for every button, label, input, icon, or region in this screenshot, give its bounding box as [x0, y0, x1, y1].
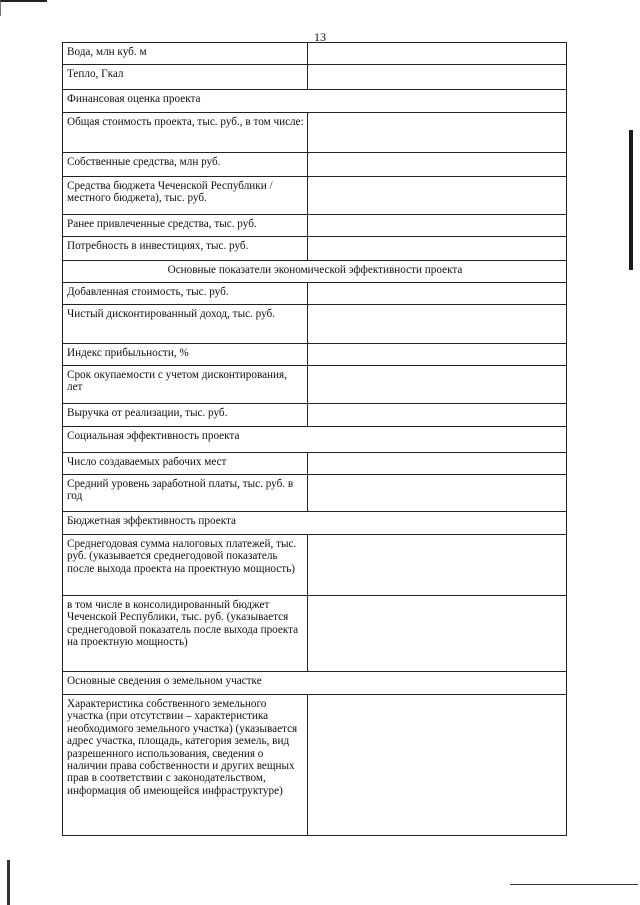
field-label: Среднегодовая сумма налоговых платежей, тыс. руб. (указывается среднегодовой показатель после выхода проекта на проектную мощность): [63, 535, 308, 596]
field-label: Число создаваемых рабочих мест: [63, 453, 308, 475]
table-row: [63, 535, 567, 596]
corner-scan-mark: [0, 0, 47, 16]
field-label: Ранее привлеченные средства, тыс. руб.: [63, 215, 308, 237]
field-value: [308, 404, 567, 427]
field-label: Собственные средства, млн руб.: [63, 153, 308, 177]
table-row: [63, 237, 567, 261]
section-heading: Основные показатели экономической эффективности проекта: [63, 261, 567, 283]
field-label: Тепло, Гкал: [63, 65, 308, 90]
table-row: [63, 475, 567, 512]
table-row: [63, 177, 567, 215]
field-value: [308, 596, 567, 672]
page-number: 13: [314, 30, 326, 44]
table-row: [63, 453, 567, 475]
field-label: в том числе в консолидированный бюджет Чеченской Республики, тыс. руб. (указывается среднегодовой показатель после выхода проекта на проектную мощность): [63, 596, 308, 672]
section-row: [63, 512, 567, 535]
field-label: Общая стоимость проекта, тыс. руб., в том числе:: [63, 113, 308, 153]
field-label: Потребность в инвестициях, тыс. руб.: [63, 237, 308, 261]
section-row: [63, 672, 567, 695]
table-row: [63, 596, 567, 672]
field-label: Индекс прибыльности, %: [63, 344, 308, 366]
field-value: [308, 535, 567, 596]
scan-edge-mark: [7, 860, 10, 905]
field-label: Добавленная стоимость, тыс. руб.: [63, 283, 308, 305]
field-label: Выручка от реализации, тыс. руб.: [63, 404, 308, 427]
field-value: [308, 475, 567, 512]
table-row: [63, 153, 567, 177]
field-label: Чистый дисконтированный доход, тыс. руб.: [63, 305, 308, 344]
table-row: [63, 65, 567, 90]
table-row: [63, 283, 567, 305]
field-value: [308, 453, 567, 475]
table-row: [63, 113, 567, 153]
field-value: [308, 305, 567, 344]
field-label: Вода, млн куб. м: [63, 43, 308, 65]
scan-bottom-line: [510, 884, 638, 885]
section-heading: Основные сведения о земельном участке: [63, 672, 567, 695]
field-value: [308, 283, 567, 305]
field-value: [308, 215, 567, 237]
field-label: Средний уровень заработной платы, тыс. руб. в год: [63, 475, 308, 512]
field-label: Средства бюджета Чеченской Республики /местного бюджета), тыс. руб.: [63, 177, 308, 215]
field-value: [308, 43, 567, 65]
field-label: Характеристика собственного земельного участка (при отсутствии – характеристика необходимого земельного участка) (указывается адрес участка, площадь, категория земель, вид разрешенного использования, сведения о наличии права собственности и других вещных прав в соответствии с законодательством, информация об имеющейся инфраструктуре): [63, 695, 308, 836]
table-row: [63, 404, 567, 427]
field-value: [308, 237, 567, 261]
field-label: Срок окупаемости с учетом дисконтирования, лет: [63, 366, 308, 404]
table-row: [63, 215, 567, 237]
section-row: [63, 261, 567, 283]
field-value: [308, 65, 567, 90]
field-value: [308, 344, 567, 366]
field-value: [308, 177, 567, 215]
field-value: [308, 366, 567, 404]
project-info-table: [62, 42, 567, 836]
section-heading: Социальная эффективность проекта: [63, 427, 567, 453]
table-row: [63, 305, 567, 344]
table-body: [63, 43, 567, 836]
table-row: [63, 43, 567, 65]
scan-margin-mark: [629, 130, 633, 270]
table-row: [63, 344, 567, 366]
table-row: [63, 366, 567, 404]
section-row: [63, 427, 567, 453]
section-heading: Финансовая оценка проекта: [63, 90, 567, 113]
section-row: [63, 90, 567, 113]
table-row: [63, 695, 567, 836]
field-value: [308, 113, 567, 153]
field-value: [308, 695, 567, 836]
section-heading: Бюджетная эффективность проекта: [63, 512, 567, 535]
field-value: [308, 153, 567, 177]
